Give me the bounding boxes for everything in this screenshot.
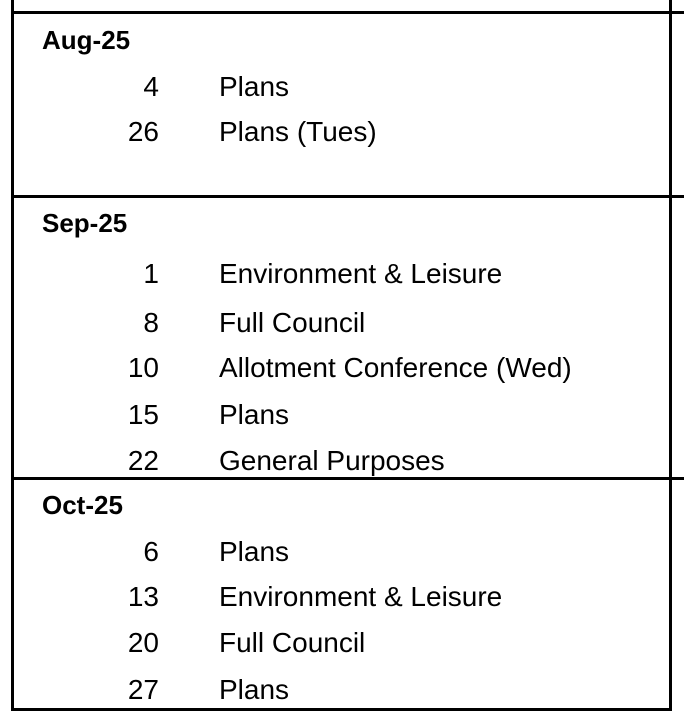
meeting-title: Allotment Conference (Wed) bbox=[219, 352, 572, 383]
meeting-title: Plans (Tues) bbox=[219, 116, 377, 147]
meeting-day: 8 bbox=[143, 307, 159, 338]
meeting-day: 22 bbox=[127, 445, 159, 476]
meeting-title: Plans bbox=[219, 399, 290, 430]
meeting-title: General Purposes bbox=[219, 445, 445, 476]
meeting-title: Environment & Leisure bbox=[219, 581, 503, 612]
table-bottom-border bbox=[11, 708, 672, 711]
month-heading: Aug-25 bbox=[42, 25, 131, 55]
meeting-day: 26 bbox=[127, 116, 159, 147]
table-left-border bbox=[11, 0, 14, 711]
meeting-title: Plans bbox=[219, 71, 290, 102]
meeting-title: Full Council bbox=[219, 307, 366, 338]
month-heading: Oct-25 bbox=[42, 490, 123, 520]
meeting-day: 15 bbox=[127, 399, 159, 430]
meeting-title: Environment & Leisure bbox=[219, 258, 503, 289]
meeting-title: Plans bbox=[219, 674, 290, 705]
meeting-day: 20 bbox=[127, 627, 159, 658]
meeting-day: 13 bbox=[127, 581, 159, 612]
top-divider bbox=[11, 11, 684, 14]
meeting-title: Plans bbox=[219, 536, 290, 567]
meeting-title: Full Council bbox=[219, 627, 366, 658]
section-divider bbox=[11, 195, 684, 198]
month-heading: Sep-25 bbox=[42, 208, 128, 238]
section-divider bbox=[11, 477, 684, 480]
meeting-day: 4 bbox=[143, 71, 159, 102]
meeting-day: 27 bbox=[127, 674, 159, 705]
meeting-day: 10 bbox=[127, 352, 159, 383]
meeting-day: 1 bbox=[143, 258, 159, 289]
meeting-day: 6 bbox=[143, 536, 159, 567]
table-right-border bbox=[669, 0, 672, 711]
